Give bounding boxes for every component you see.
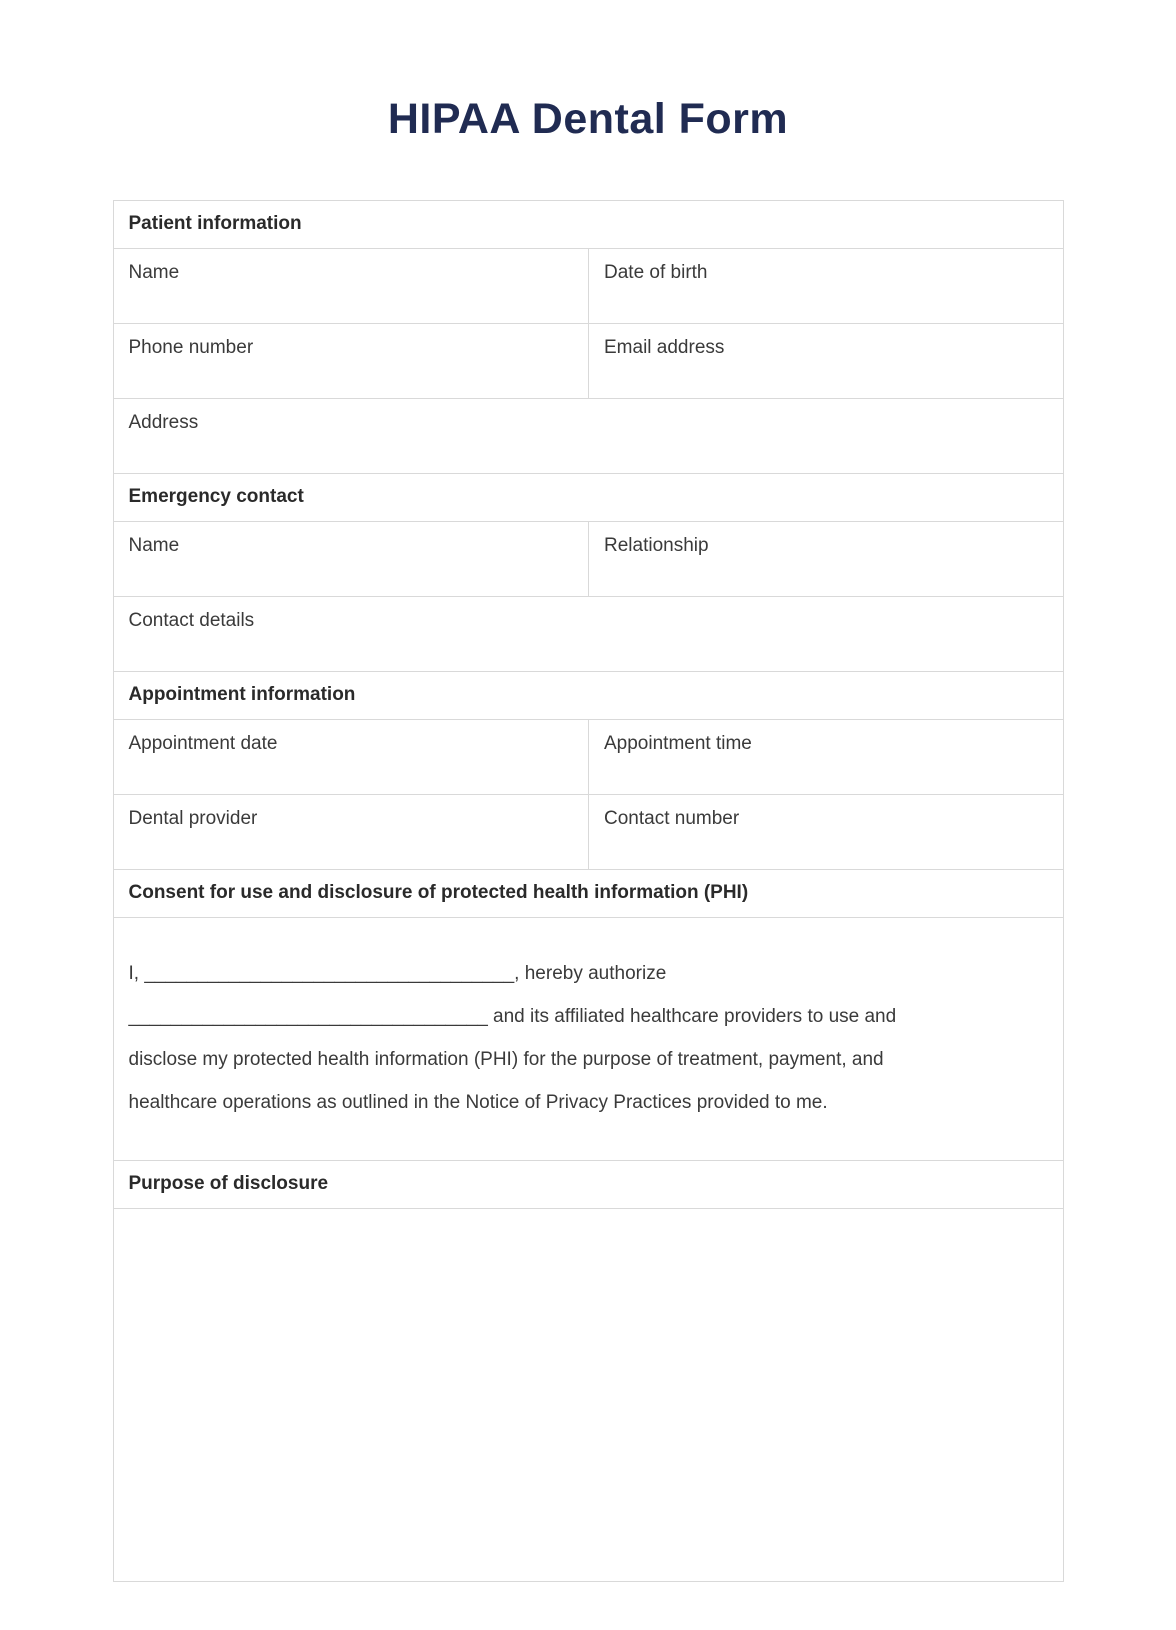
field-name[interactable] — [114, 249, 589, 323]
consent-line-1: I, ___________________________________, hereby authorize — [128, 963, 667, 984]
field-label: Relationship — [604, 535, 709, 556]
section-header-label: Patient information — [128, 213, 302, 234]
field-label: Appointment date — [128, 733, 278, 754]
field-address[interactable] — [114, 399, 1063, 473]
section-header-emergency-contact — [114, 474, 1063, 522]
table-row — [114, 249, 1063, 324]
field-label: Name — [128, 535, 180, 556]
section-header-label: Emergency contact — [128, 486, 304, 507]
consent-line-4: healthcare operations as outlined in the Notice of Privacy Practices provided to me. — [128, 1092, 828, 1113]
field-appointment-date[interactable] — [114, 720, 589, 794]
field-dental-provider[interactable] — [114, 795, 589, 869]
field-label: Contact number — [604, 808, 740, 829]
field-label: Contact details — [128, 610, 255, 631]
section-header-label: Appointment information — [128, 684, 356, 705]
section-header-label: Consent for use and disclosure of protected health information (PHI) — [128, 882, 749, 903]
field-email-address[interactable] — [588, 324, 1063, 398]
table-row — [114, 522, 1063, 597]
field-relationship[interactable] — [588, 522, 1063, 596]
table-row — [114, 720, 1063, 795]
page-title: HIPAA Dental Form — [387, 95, 789, 143]
form-table — [113, 200, 1064, 1582]
field-label: Dental provider — [128, 808, 258, 829]
field-label: Date of birth — [604, 262, 708, 283]
section-header-purpose-of-disclosure — [114, 1161, 1063, 1209]
field-label: Appointment time — [604, 733, 752, 754]
consent-paragraph-row — [114, 918, 1063, 1161]
table-row — [114, 597, 1063, 672]
section-header-consent-phi — [114, 870, 1063, 918]
field-label: Email address — [604, 337, 725, 358]
field-contact-details[interactable] — [114, 597, 1063, 671]
consent-paragraph — [114, 918, 1063, 1124]
field-contact-number[interactable] — [588, 795, 1063, 869]
field-phone-number[interactable] — [114, 324, 589, 398]
consent-line-2: __________________________________ and its affiliated healthcare providers to use and — [128, 1006, 897, 1027]
consent-line-3: disclose my protected health information (PHI) for the purpose of treatment, payment, and — [128, 1049, 884, 1070]
section-header-appointment-information — [114, 672, 1063, 720]
table-row — [114, 324, 1063, 399]
field-emergency-name[interactable] — [114, 522, 589, 596]
table-row — [114, 795, 1063, 870]
purpose-entry-area[interactable] — [114, 1209, 1063, 1581]
field-appointment-time[interactable] — [588, 720, 1063, 794]
field-label: Address — [128, 412, 199, 433]
field-label: Phone number — [128, 337, 254, 358]
section-header-patient-information — [114, 201, 1063, 249]
section-header-label: Purpose of disclosure — [128, 1173, 329, 1194]
field-date-of-birth[interactable] — [588, 249, 1063, 323]
table-row — [114, 399, 1063, 474]
field-label: Name — [128, 262, 180, 283]
